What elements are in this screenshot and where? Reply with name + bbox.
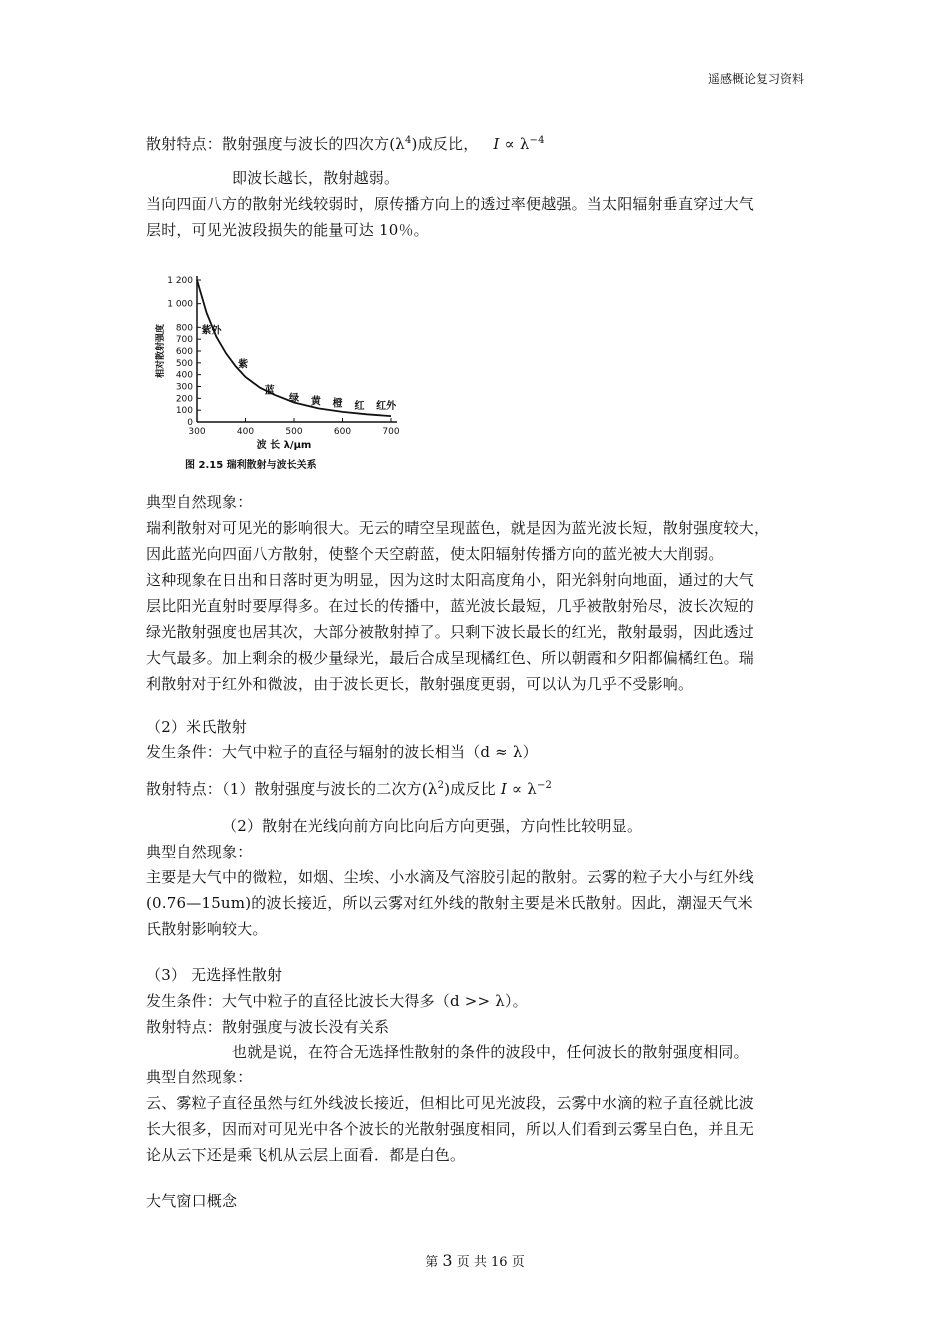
paragraph-line: (0.76—15um)的波长接近，所以云雾对红外线的散射主要是米氏散射。因此，潮湿天气米 [146,894,753,912]
formula-exponent: −4 [529,135,545,146]
curve-annotation: 紫 [238,359,249,371]
mie-feature-2: （2）散射在光线向前方向比向后方向更强，方向性比较明显。 [222,817,643,835]
nonselective-note: 也就是说，在符合无选择性散射的条件的波段中，任何波长的散射强度相同。 [232,1043,749,1061]
nonselective-feature: 散射特点：散射强度与波长没有关系 [146,1018,390,1036]
x-tick-label: 500 [285,427,303,437]
feature-text: 散射特点：（1）散射强度与波长的二次方( [146,780,428,798]
y-tick-label: 400 [175,370,193,381]
paragraph-line: 因此蓝光向四面八方散射，使整个天空蔚蓝，使太阳辐射传播方向的蓝光被大大削弱。 [146,545,724,563]
footer-post: 页 [511,1255,525,1270]
x-tick-label: 700 [382,427,400,437]
formula-proportional: ∝ [511,780,523,798]
page-header: 遥感概论复习资料 [707,72,804,86]
feature-text: 散射特点：散射强度与波长的四次方( [146,135,396,153]
curve-annotation: 橙 [332,398,343,410]
paragraph-line: 云、雾粒子直径虽然与红外线波长接近，但相比可见光波段，云雾中水滴的粒子直径就比波 [146,1094,755,1112]
mie-condition: 发生条件：大气中粒子的直径与辐射的波长相当（d ≈ λ） [146,743,538,761]
formula-exponent: −2 [536,780,553,791]
paragraph-line: 绿光散射强度也居其次，大部分被散射掉了。只剩下波长最长的红光，散射最弱，因此透过 [146,623,755,641]
mie-title: （2）米氏散射 [146,718,247,736]
curve-annotation: 黄 [310,396,321,408]
total-pages: 16 [491,1255,508,1270]
curve-annotation: 红外 [376,400,397,412]
nonselective-title: （3） 无选择性散射 [146,966,283,984]
y-tick-label: 1 000 [167,299,193,310]
footer-pre: 第 [425,1255,439,1270]
section-heading: 典型自然现象： [146,493,253,511]
page-number: 3 [442,1251,453,1270]
x-tick-label: 600 [333,427,352,437]
y-tick-label: 0 [187,418,193,428]
formula-proportional: ∝ [504,135,515,153]
formula-lambda: λ [519,135,530,153]
paragraph-line: 层时，可见光波段损失的能量可达 10％。 [146,221,429,239]
paragraph-line: 层比阳光直射时要厚得多。在过长的传播中，蓝光波长最短，几乎被散射殆尽，波长次短的 [146,597,755,615]
curve-annotation: 蓝 [264,385,275,397]
exponent: 4 [404,135,412,146]
y-tick-label: 800 [175,323,193,334]
lambda-symbol: λ [427,780,438,798]
paragraph-line: 大气最多。加上剩余的极少量绿光，最后合成呈现橘红色、所以朝霞和夕阳都偏橘红色。瑞 [146,649,755,667]
rayleigh-feature-line [146,133,545,154]
paragraph-line: 利散射对于红外和微波，由于波长更长，散射强度更弱，可以认为几乎不受影响。 [146,675,694,693]
paragraph-line: 即波长越长，散射越弱。 [232,169,400,187]
section-heading: 典型自然现象： [146,1068,253,1086]
atmospheric-window-title: 大气窗口概念 [146,1192,238,1210]
exponent: 2 [437,780,445,791]
y-axis-label: 相对散射强度 [156,323,166,379]
x-tick-label: 400 [236,427,255,437]
footer-mid: 页 共 [456,1255,487,1270]
y-tick-label: 100 [175,406,193,417]
y-tick-label: 500 [175,358,193,369]
y-tick-label: 1 200 [167,276,193,286]
rayleigh-chart [155,270,425,480]
paragraph-line: 论从云下还是乘飞机从云层上面看．都是白色。 [146,1146,466,1164]
formula-lambda: λ [527,780,537,798]
chart-caption: 图 2.15 瑞利散射与波长关系 [185,460,317,471]
lambda-symbol: λ [395,135,405,153]
x-axis-label: 波 长 λ/μm [256,440,312,451]
page-footer [0,1251,950,1270]
paragraph-line: 主要是大气中的微粒，如烟、尘埃、小水滴及气溶胶引起的散射。云雾的粒子大小与红外线 [146,868,755,886]
feature-suffix: )成反比， [411,135,479,153]
x-tick-label: 300 [188,427,206,437]
y-tick-label: 300 [175,382,193,393]
formula-intensity: I [493,135,500,153]
formula-intensity: I [500,780,507,798]
paragraph-line: 当向四面八方的散射光线较弱时，原传播方向上的透过率便越强。当太阳辐射垂直穿过大气 [146,195,755,213]
mie-feature-line [146,778,552,799]
y-tick-label: 200 [175,394,193,405]
section-heading: 典型自然现象： [146,843,253,861]
feature-suffix: )成反比 [444,780,496,798]
y-tick-label: 700 [175,335,193,346]
paragraph-line: 这种现象在日出和日落时更为明显，因为这时太阳高度角小，阳光斜射向地面，通过的大气 [146,571,755,589]
curve-annotation: 绿 [289,393,299,405]
paragraph-line: 氏散射影响较大。 [146,920,268,938]
paragraph-line: 长大很多，因而对可见光中各个波长的光散射强度相同，所以人们看到云雾呈白色，并且无 [146,1120,755,1138]
curve-annotation: 紫外 [201,325,222,337]
curve-annotation: 红 [354,400,365,412]
paragraph-line: 瑞利散射对可见光的影响很大。无云的晴空呈现蓝色，就是因为蓝光波长短，散射强度较大， [146,519,770,537]
y-tick-label: 600 [175,347,193,357]
nonselective-condition: 发生条件：大气中粒子的直径比波长大得多（d >> λ）。 [146,992,528,1010]
